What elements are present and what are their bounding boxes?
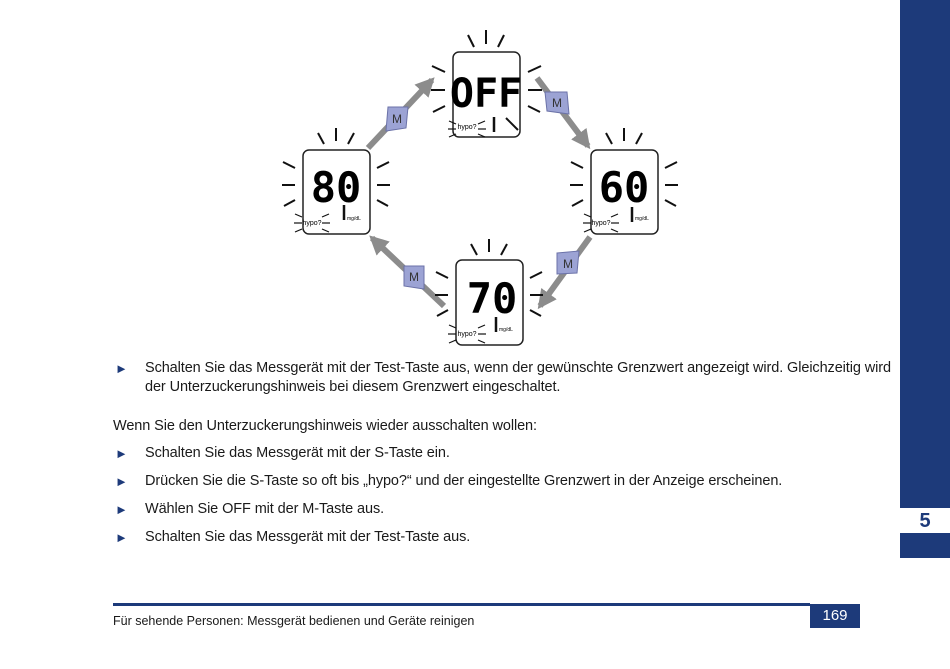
chapter-number: 5 — [919, 510, 931, 532]
step-text: Schalten Sie das Messgerät mit der Test-Taste aus. — [145, 529, 471, 545]
display-value: 70 — [466, 274, 518, 323]
unit-label: mg/dL — [635, 216, 649, 222]
m-button-icon — [545, 92, 569, 114]
page-number: 169 — [810, 604, 860, 628]
footer-rule — [113, 603, 810, 606]
step-text: Schalten Sie das Messgerät mit der S-Taste ein. — [145, 445, 450, 461]
hypo-label: hypo? — [457, 331, 477, 338]
bullet-icon: ► — [115, 530, 128, 545]
item1-line2: der Unterzuckerungshinweis bei diesem Grenzwert eingeschaltet. — [145, 379, 561, 395]
display-value: OFF — [449, 71, 523, 117]
m-button-label: M — [552, 96, 562, 110]
bullet-icon: ► — [115, 361, 128, 376]
step-text: Wählen Sie OFF mit der M-Taste aus. — [145, 501, 385, 517]
display-value: 60 — [598, 163, 650, 212]
hypo-label: hypo? — [591, 220, 611, 227]
item1-line1: Schalten Sie das Messgerät mit der Test-Taste aus, wenn der gewünschte Grenzwert angezeigt wird. Gleichzeitig wird — [145, 360, 891, 376]
hypo-label: hypo? — [457, 124, 477, 131]
m-button-icon — [386, 107, 408, 131]
bullet-icon: ► — [115, 502, 128, 517]
m-button-label: M — [392, 112, 402, 126]
m-button-icon — [404, 266, 424, 289]
footer-title: Für sehende Personen: Messgerät bedienen und Geräte reinigen — [113, 614, 475, 628]
m-button-label: M — [409, 270, 419, 284]
display-value: 80 — [310, 163, 362, 212]
bullet-icon: ► — [115, 446, 128, 461]
unit-label: mg/dL — [499, 327, 513, 333]
m-button-icon — [557, 251, 579, 274]
step-text: Drücken Sie die S-Taste so oft bis „hypo?“ und der eingestellte Grenzwert in der Anzeige erscheinen. — [145, 473, 783, 489]
hypo-label: hypo? — [302, 220, 322, 227]
meter-display-off — [431, 30, 542, 137]
intro-text: Wenn Sie den Unterzuckerungshinweis wieder ausschalten wollen: — [113, 418, 537, 434]
bullet-icon: ► — [115, 474, 128, 489]
meter-display-70 — [435, 239, 543, 345]
m-button-label: M — [563, 257, 573, 271]
unit-label: mg/dL — [347, 216, 361, 222]
